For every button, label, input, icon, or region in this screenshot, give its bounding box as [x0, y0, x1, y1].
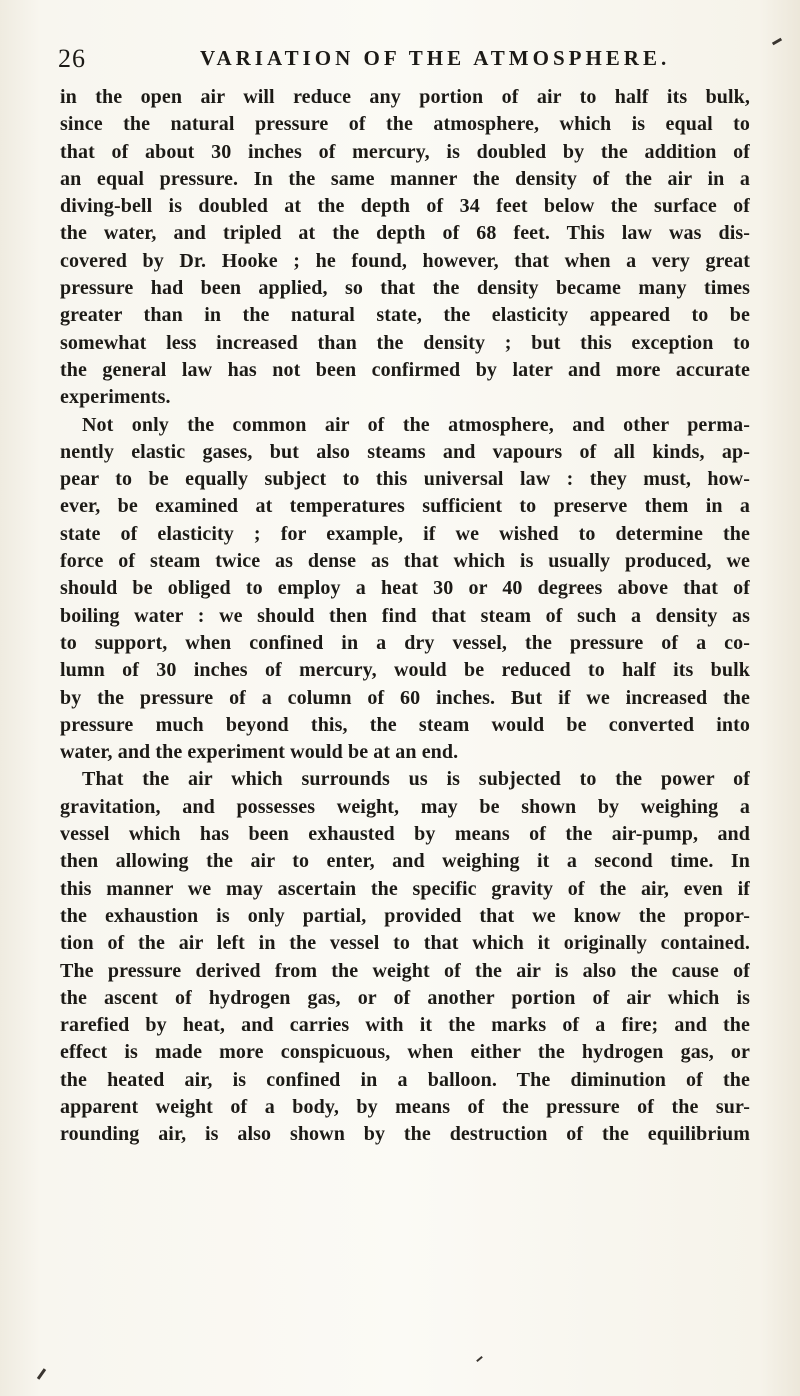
text-line: The pressure derived from the weight of the air is also the cause of — [60, 959, 750, 982]
page-header — [58, 44, 742, 80]
text-line: gravitation, and possesses weight, may be shown by weighing a — [60, 795, 750, 818]
ink-speck — [772, 38, 782, 46]
text-line: ever, be examined at temperatures sufficient to preserve them in a — [60, 495, 750, 518]
text-line: vessel which has been exhausted by means of the air-pump, and — [60, 823, 750, 846]
text-line: apparent weight of a body, by means of the pressure of the sur- — [60, 1095, 750, 1118]
text-line: rarefied by heat, and carries with it the marks of a fire; and the — [60, 1014, 750, 1037]
text-line: nently elastic gases, but also steams and vapours of all kinds, ap- — [60, 440, 750, 463]
text-line: the ascent of hydrogen gas, or of another portion of air which is — [60, 986, 750, 1009]
text-line: pressure had been applied, so that the density became many times — [60, 277, 750, 300]
text-line: the general law has not been confirmed by later and more accurate — [60, 358, 750, 381]
text-line: should be obliged to employ a heat 30 or 40 degrees above that of — [60, 577, 750, 600]
text-line: by the pressure of a column of 60 inches. But if we increased the — [60, 686, 750, 709]
text-line: then allowing the air to enter, and weighing it a second time. In — [60, 850, 750, 873]
text-line: the exhaustion is only partial, provided that we know the propor- — [60, 904, 750, 927]
text-line: water, and the experiment would be at an end. — [60, 741, 459, 764]
running-title: VARIATION OF THE ATMOSPHERE. — [200, 46, 671, 70]
body-text — [60, 84, 750, 1149]
text-line: to support, when confined in a dry vessel, the pressure of a co- — [60, 631, 750, 654]
ink-speck — [37, 1368, 46, 1380]
text-line: the heated air, is confined in a balloon. The diminution of the — [60, 1068, 750, 1091]
page-number: 26 — [58, 44, 86, 73]
text-line: Not only the common air of the atmosphere, and other perma- — [82, 413, 750, 436]
text-line: lumn of 30 inches of mercury, would be reduced to half its bulk — [60, 659, 750, 682]
text-line: experiments. — [60, 386, 171, 409]
text-line: state of elasticity ; for example, if we wished to determine the — [60, 522, 750, 545]
text-line: force of steam twice as dense as that which is usually produced, we — [60, 550, 750, 573]
text-line: rounding air, is also shown by the destruction of the equilibrium — [60, 1123, 750, 1146]
text-line: this manner we may ascertain the specific gravity of the air, even if — [60, 877, 750, 900]
text-line: greater than in the natural state, the elasticity appeared to be — [60, 304, 750, 327]
text-line: somewhat less increased than the density ; but this exception to — [60, 331, 750, 354]
text-line: pear to be equally subject to this universal law : they must, how- — [60, 468, 750, 491]
text-line: pressure much beyond this, the steam would be converted into — [60, 713, 750, 736]
text-line: That the air which surrounds us is subjected to the power of — [82, 768, 750, 791]
text-line: effect is made more conspicuous, when either the hydrogen gas, or — [60, 1041, 750, 1064]
text-line: covered by Dr. Hooke ; he found, however, that when a very great — [60, 249, 750, 272]
text-line: in the open air will reduce any portion of air to half its bulk, — [60, 86, 750, 108]
text-line: tion of the air left in the vessel to that which it originally contained. — [60, 932, 750, 955]
ink-speck — [476, 1356, 483, 1362]
text-line: diving-bell is doubled at the depth of 34 feet below the surface of — [60, 195, 750, 218]
text-line: that of about 30 inches of mercury, is doubled by the addition of — [60, 140, 750, 163]
text-line: since the natural pressure of the atmosphere, which is equal to — [60, 113, 750, 136]
text-line: the water, and tripled at the depth of 68 feet. This law was dis- — [60, 222, 750, 245]
text-line: boiling water : we should then find that steam of such a density as — [60, 604, 750, 627]
text-line: an equal pressure. In the same manner the density of the air in a — [60, 167, 750, 190]
